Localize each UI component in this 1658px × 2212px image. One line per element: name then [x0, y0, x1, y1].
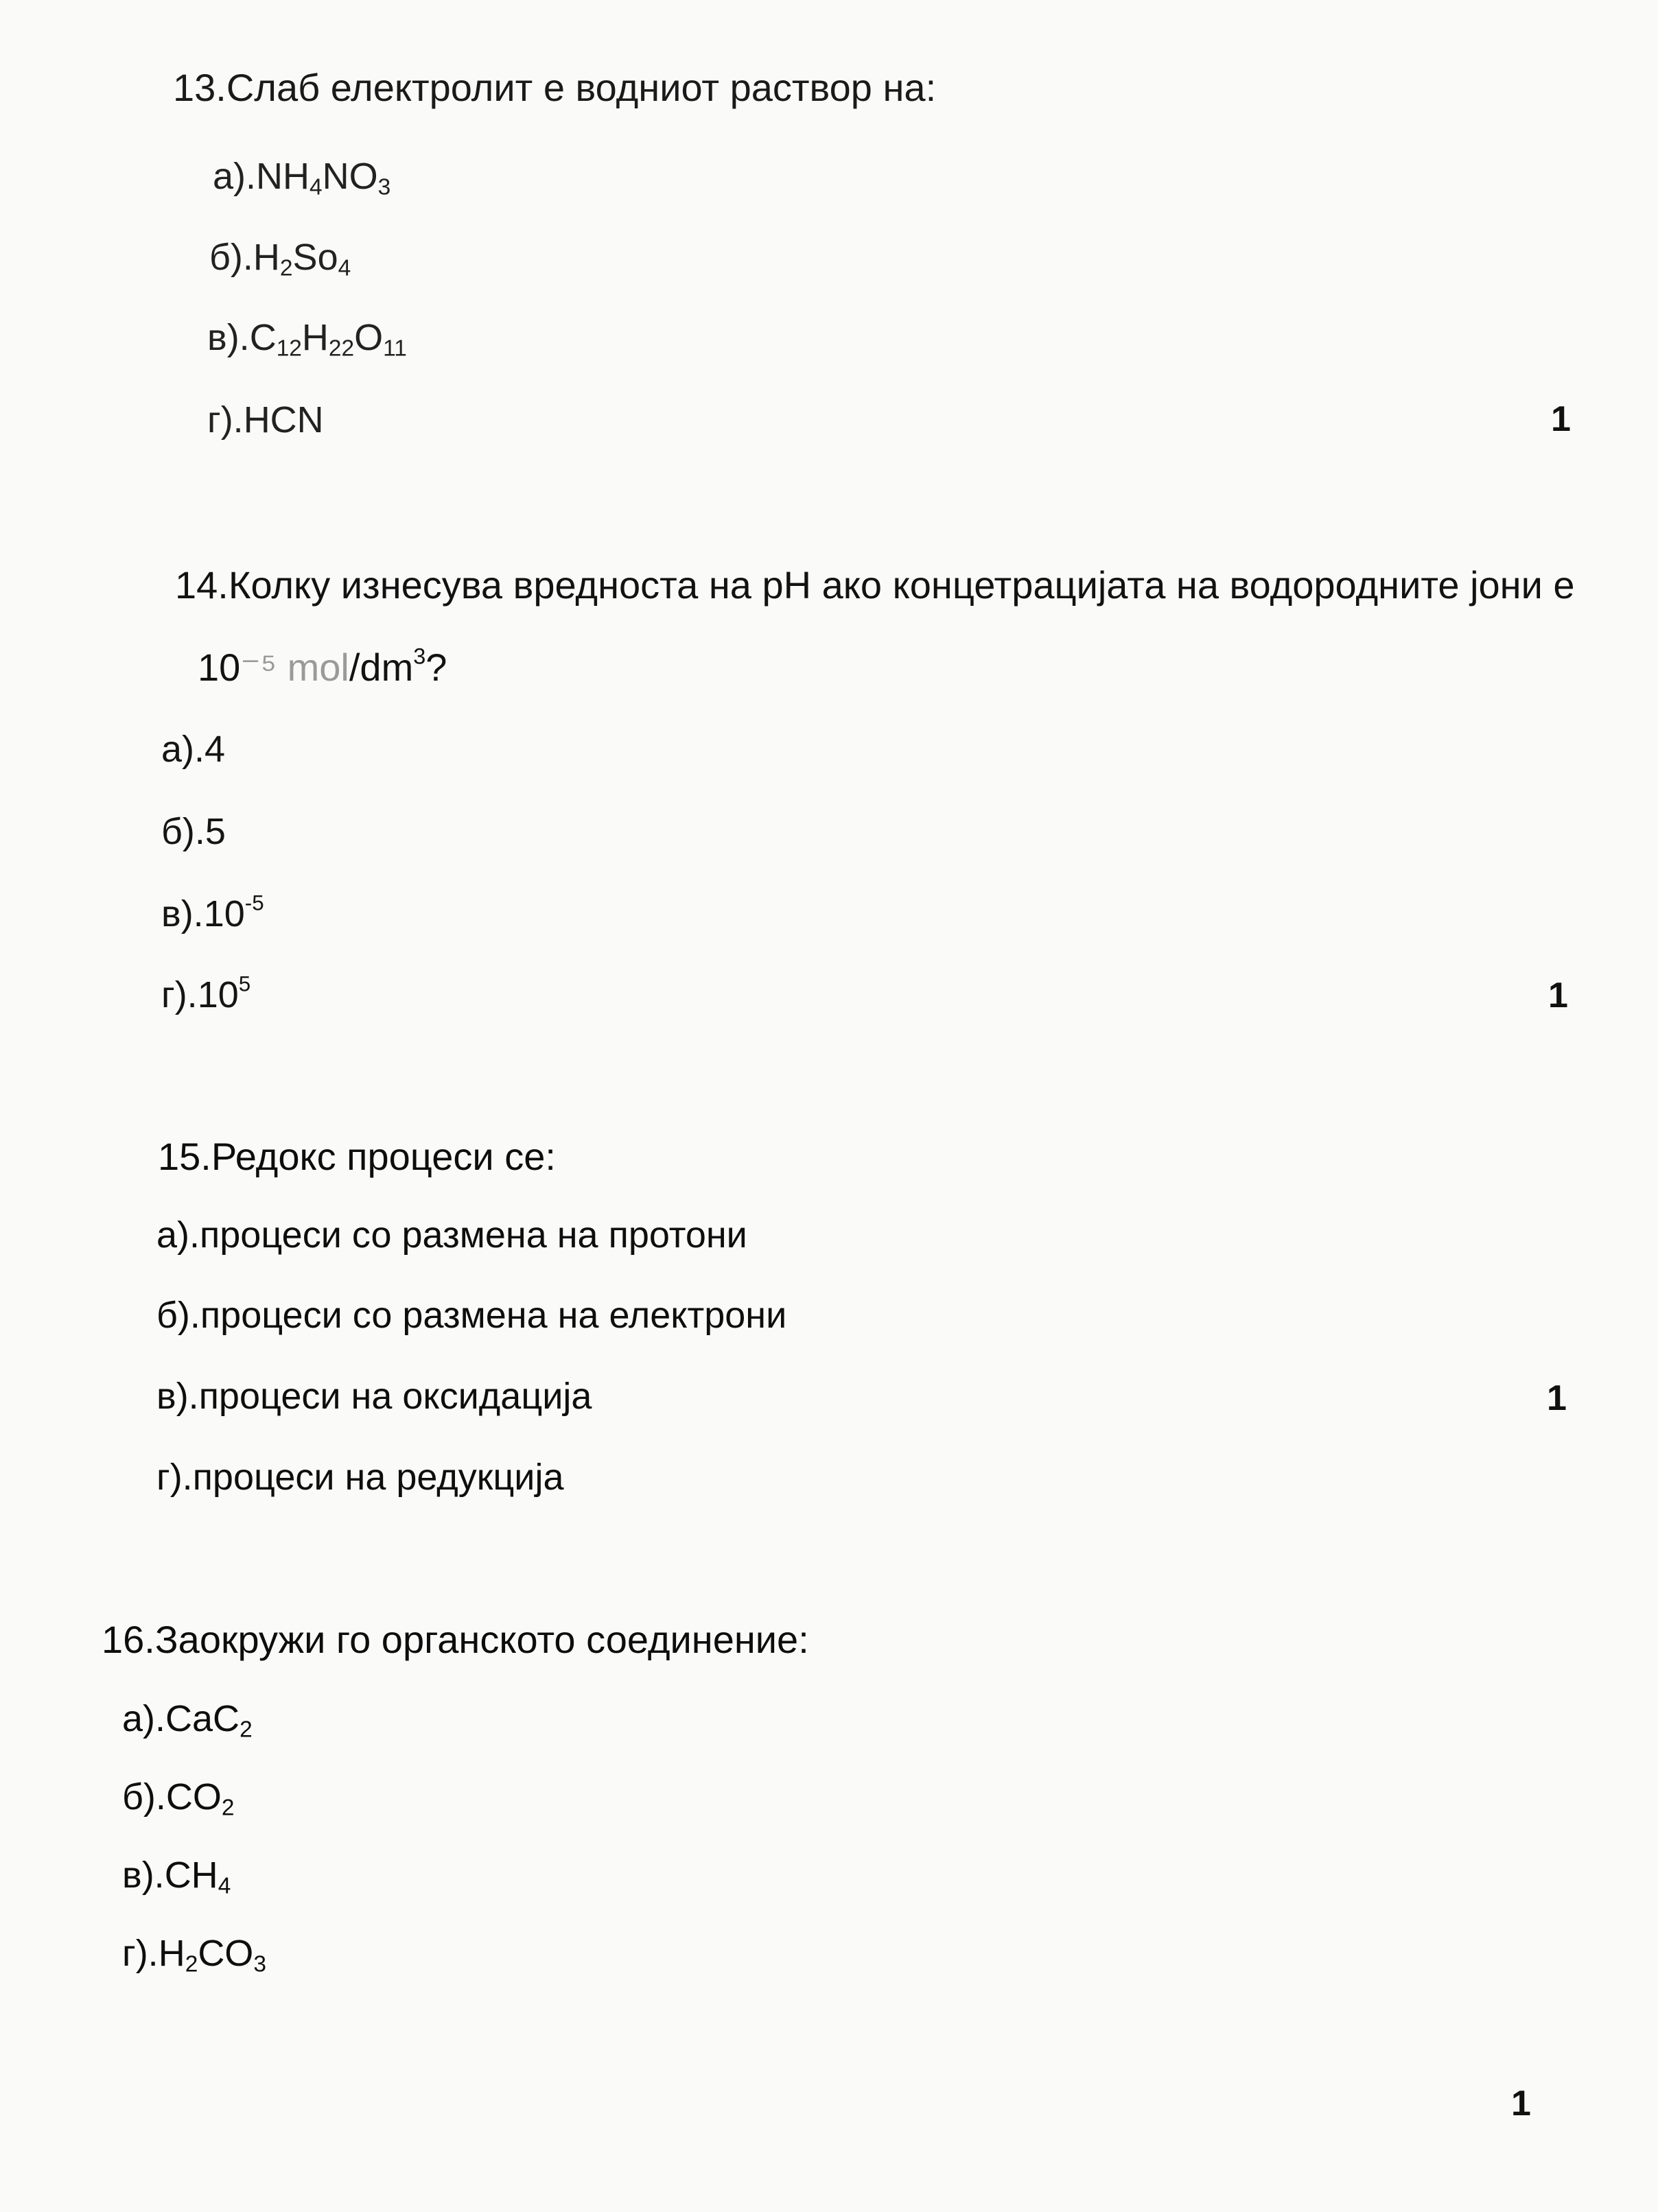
question-13-option-b: [209, 237, 351, 281]
option-text: O: [354, 317, 384, 358]
question-13-option-d: [207, 401, 324, 438]
option-letter: а).: [122, 1698, 166, 1739]
option-text: процеси на оксидација: [198, 1376, 592, 1417]
option-text: H: [253, 237, 280, 278]
question-15-option-c: [156, 1378, 592, 1415]
formula-subscript: 3: [377, 174, 391, 200]
option-text: H: [158, 1933, 185, 1974]
question-16-option-b: [122, 1776, 235, 1821]
question-14-option-d: [161, 972, 251, 1015]
formula-subscript: 2: [221, 1795, 235, 1821]
question-15-score: 1: [1547, 1378, 1567, 1418]
question-16-option-d: [122, 1933, 266, 1977]
formula-subscript: 12: [276, 336, 302, 362]
option-text: CH: [164, 1855, 218, 1896]
formula-subscript: 11: [383, 336, 407, 362]
option-text: 4: [205, 729, 226, 770]
question-15-option-a: [156, 1216, 747, 1254]
question-14-score: 1: [1548, 976, 1568, 1015]
concentration-base: 10: [198, 646, 241, 689]
option-text: NO: [322, 156, 378, 197]
option-text: C: [249, 317, 277, 358]
option-text: H: [301, 317, 329, 358]
question-14-stem-continuation: [198, 644, 447, 689]
formula-subscript: 2: [279, 255, 293, 281]
option-letter: г).: [207, 399, 244, 440]
question-13-option-a: [213, 156, 391, 200]
option-text: NH: [256, 156, 310, 197]
question-15-option-d: [156, 1459, 564, 1496]
question-15-stem: 15.Редокс процеси се:: [158, 1135, 556, 1178]
option-letter: г).: [161, 974, 198, 1015]
option-text: CaC: [165, 1698, 240, 1739]
question-14-option-b: [161, 813, 226, 850]
option-text: процеси со размена на електрони: [200, 1295, 787, 1336]
option-letter: в).: [161, 893, 204, 934]
option-letter: г).: [122, 1933, 159, 1974]
question-mark: ?: [425, 646, 447, 689]
concentration-exponent-faded: ⁻⁵ mol: [240, 646, 349, 689]
option-letter: в).: [122, 1855, 165, 1896]
option-letter: б).: [161, 811, 205, 852]
formula-subscript: 2: [185, 1951, 198, 1977]
question-16-stem: 16.Заокружи го органското соединение:: [102, 1618, 809, 1661]
option-text: 5: [205, 811, 226, 852]
question-15-option-b: [156, 1297, 786, 1334]
concentration-unit-power: 3: [413, 644, 426, 669]
option-letter: г).: [156, 1457, 193, 1498]
option-letter: в).: [156, 1376, 199, 1417]
formula-subscript: 2: [240, 1717, 253, 1743]
formula-subscript: 4: [310, 174, 323, 200]
question-14-stem: 14.Колку изнесува вредноста на pH ако концетрацијата на водородните јони е: [175, 563, 1575, 607]
option-text: 10: [197, 974, 239, 1015]
question-14-option-a: [161, 731, 225, 768]
option-letter: б).: [209, 237, 253, 278]
formula-superscript: -5: [244, 891, 264, 915]
question-13-stem: 13.Слаб електролит е водниот раствор на:: [173, 66, 937, 109]
option-letter: б).: [122, 1776, 166, 1817]
question-14-option-c: [161, 891, 264, 934]
question-16-score: 1: [1511, 2084, 1531, 2123]
option-text: CO: [165, 1776, 222, 1817]
formula-subscript: 3: [253, 1951, 266, 1977]
option-text: CO: [198, 1933, 254, 1974]
option-letter: б).: [156, 1295, 200, 1336]
option-letter: а).: [161, 729, 205, 770]
formula-subscript: 22: [328, 336, 355, 362]
option-text: процеси со размена на протони: [200, 1214, 747, 1256]
option-letter: а).: [156, 1214, 200, 1256]
question-16-option-c: [122, 1855, 231, 1899]
formula-subscript: 4: [338, 255, 351, 281]
option-letter: в).: [207, 317, 250, 358]
question-13-option-c: [207, 317, 407, 362]
option-letter: а).: [213, 156, 257, 197]
formula-subscript: 4: [218, 1873, 231, 1899]
option-text: So: [292, 237, 338, 278]
question-16-option-a: [122, 1698, 253, 1743]
option-text: процеси на редукција: [192, 1457, 564, 1498]
concentration-unit: /dm: [349, 646, 414, 689]
question-13-score: 1: [1551, 399, 1571, 439]
formula-superscript: 5: [238, 972, 251, 996]
option-text: 10: [203, 893, 245, 934]
option-text: HCN: [243, 399, 324, 440]
